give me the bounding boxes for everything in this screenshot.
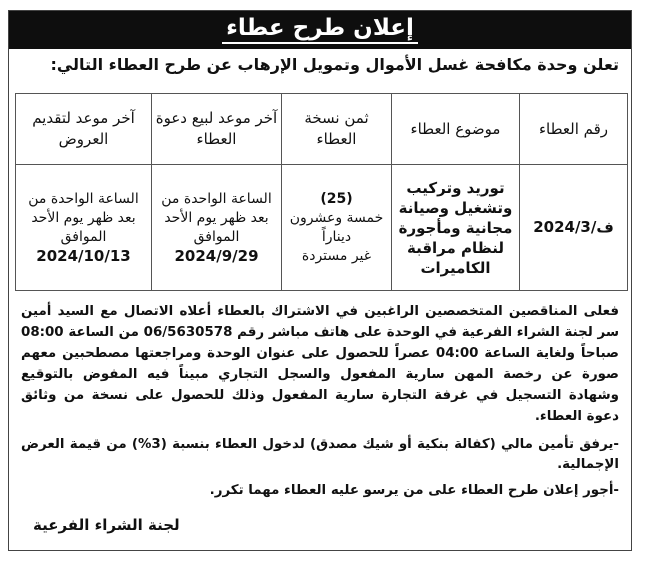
price-words: خمسة وعشرون ديناراً	[289, 209, 384, 245]
tender-announcement	[8, 10, 632, 551]
instructions-paragraph: فعلى المناقصين المتخصصين الراغبين في الاشتراك بالعطاء أعلاه الاتصال مع السيد أمين سر لجنة الشراء الفرعية في الوحدة على هاتف مباشر رقم 06/5630578 من الساعة 08:00 صباحاً ولغاية الساعة 04:00 عصراً للحصول على عنوان الوحدة ومراجعتها مصطحبين معهم صورة عن رخصة المهن سارية المفعول والسجل التجاري مبيناً فيه المفوض بالتوقيع وشهادة التسجيل في غرفة التجارة سارية المفعول وذلك للحصول على نسخة من وثائق دعوة العطاء.	[21, 304, 619, 424]
tender-table	[15, 93, 628, 291]
title-bar	[9, 11, 631, 49]
page-title: إعلان طرح عطاء	[222, 14, 418, 44]
table-header-row	[16, 94, 628, 165]
header-submit-deadline: آخر موعد لتقديم العروض	[16, 94, 152, 165]
cell-tender-subject: توريد وتركيب وتشغيل وصيانة مجانية ومأجورة لنظام مراقبة الكاميرات	[392, 165, 520, 291]
signature: لجنة الشراء الفرعية	[33, 516, 180, 534]
sale-deadline-date: 2024/9/29	[174, 246, 259, 265]
price-note: غير مستردة	[301, 247, 372, 264]
header-tender-number: رقم العطاء	[520, 94, 628, 165]
sale-deadline-text: الساعة الواحدة من بعد ظهر يوم الأحد الموافق	[161, 190, 272, 245]
price-figure: (25)	[320, 190, 353, 207]
submit-deadline-date: 2024/10/13	[36, 246, 131, 265]
header-sale-deadline: آخر موعد لبيع دعوة العطاء	[152, 94, 282, 165]
fees-paragraph: -أجور إعلان طرح العطاء على من يرسو عليه العطاء مهما تكرر.	[209, 483, 619, 498]
cell-submit-deadline	[16, 165, 152, 291]
header-tender-subject: موضوع العطاء	[392, 94, 520, 165]
cell-copy-price	[282, 165, 392, 291]
intro-text: تعلن وحدة مكافحة غسل الأموال وتمويل الإرهاب عن طرح العطاء التالي:	[50, 55, 619, 74]
cell-tender-number	[520, 165, 628, 291]
header-copy-price: ثمن نسخة العطاء	[282, 94, 392, 165]
cell-sale-deadline	[152, 165, 282, 291]
guarantee-paragraph: -يرفق تأمين مالي (كفالة بنكية أو شيك مصدق) لدخول العطاء بنسبة (3%) من قيمة العرض الإجمالية.	[21, 437, 619, 472]
submit-deadline-text: الساعة الواحدة من بعد ظهر يوم الأحد الموافق	[28, 190, 139, 245]
table-row	[16, 165, 628, 291]
tender-number: ف/2024/3	[533, 217, 614, 236]
